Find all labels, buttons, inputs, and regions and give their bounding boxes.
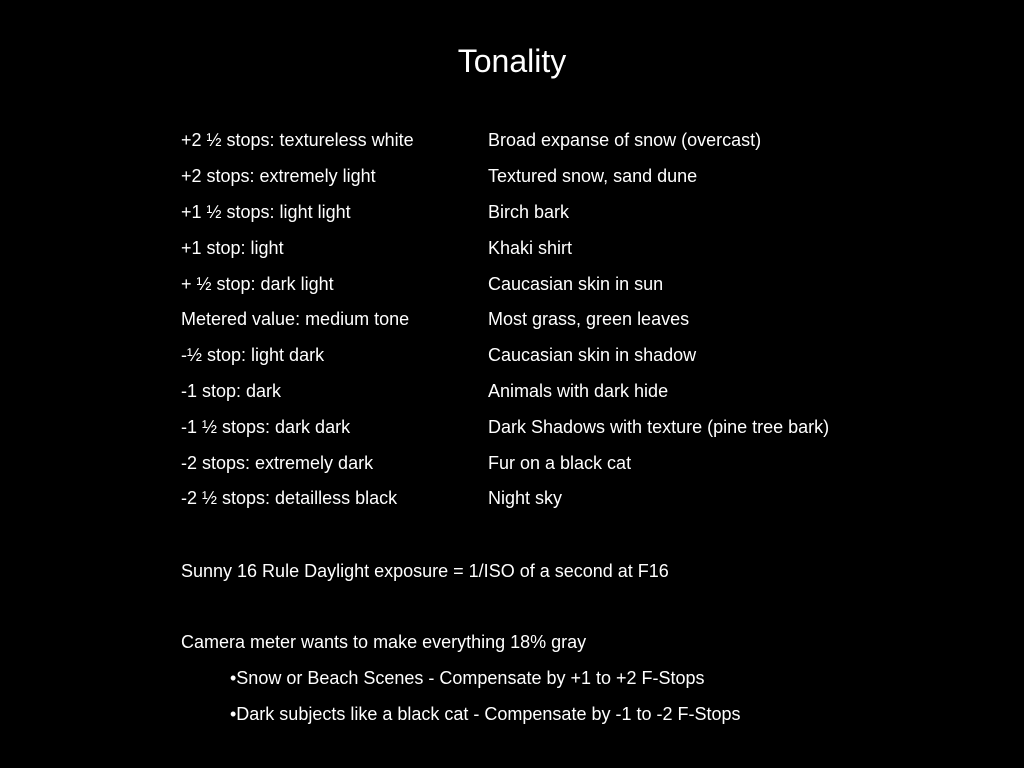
stop-label: Metered value: medium tone — [181, 309, 410, 330]
stop-example: Khaki shirt — [488, 237, 573, 258]
stop-example: Caucasian skin in sun — [488, 273, 664, 294]
table-row — [181, 266, 829, 302]
stop-example: Dark Shadows with texture (pine tree bark) — [488, 416, 830, 437]
stop-label: +2 ½ stops: textureless white — [181, 130, 414, 151]
bullet-item: •Dark subjects like a black cat - Compensate by -1 to -2 F-Stops — [230, 704, 741, 724]
table-row — [181, 195, 829, 231]
stop-example: Night sky — [488, 488, 563, 509]
stop-label: -2 ½ stops: detailless black — [181, 488, 398, 509]
table-row — [181, 481, 829, 517]
stop-example: Textured snow, sand dune — [488, 166, 698, 187]
sunny-16-rule: Sunny 16 Rule Daylight exposure = 1/ISO of a second at F16 — [181, 561, 669, 581]
table-row — [181, 302, 829, 338]
bullet-item: •Snow or Beach Scenes - Compensate by +1 to +2 F-Stops — [230, 668, 705, 688]
table-row — [181, 230, 829, 266]
stop-label: -1 stop: dark — [181, 380, 282, 401]
stop-example: Birch bark — [488, 201, 570, 222]
table-row — [181, 374, 829, 410]
tonality-table — [181, 123, 829, 517]
stop-label: + ½ stop: dark light — [181, 273, 334, 294]
stop-label: -2 stops: extremely dark — [181, 452, 374, 473]
stop-label: +2 stops: extremely light — [181, 166, 376, 187]
table-row — [181, 338, 829, 374]
table-row — [181, 159, 829, 195]
stop-label: +1 ½ stops: light light — [181, 201, 351, 222]
stop-label: -½ stop: light dark — [181, 345, 325, 366]
stop-label: +1 stop: light — [181, 237, 284, 258]
table-row — [181, 409, 829, 445]
table-row — [181, 445, 829, 481]
stop-label: -1 ½ stops: dark dark — [181, 416, 351, 437]
stop-example: Animals with dark hide — [488, 380, 669, 401]
meter-heading: Camera meter wants to make everything 18% gray — [181, 632, 587, 652]
stop-example: Broad expanse of snow (overcast) — [488, 130, 762, 151]
stop-example: Most grass, green leaves — [488, 309, 690, 330]
stop-example: Fur on a black cat — [488, 452, 632, 473]
stop-example: Caucasian skin in shadow — [488, 345, 697, 366]
table-row — [181, 123, 829, 159]
slide-title: Tonality — [457, 43, 567, 79]
